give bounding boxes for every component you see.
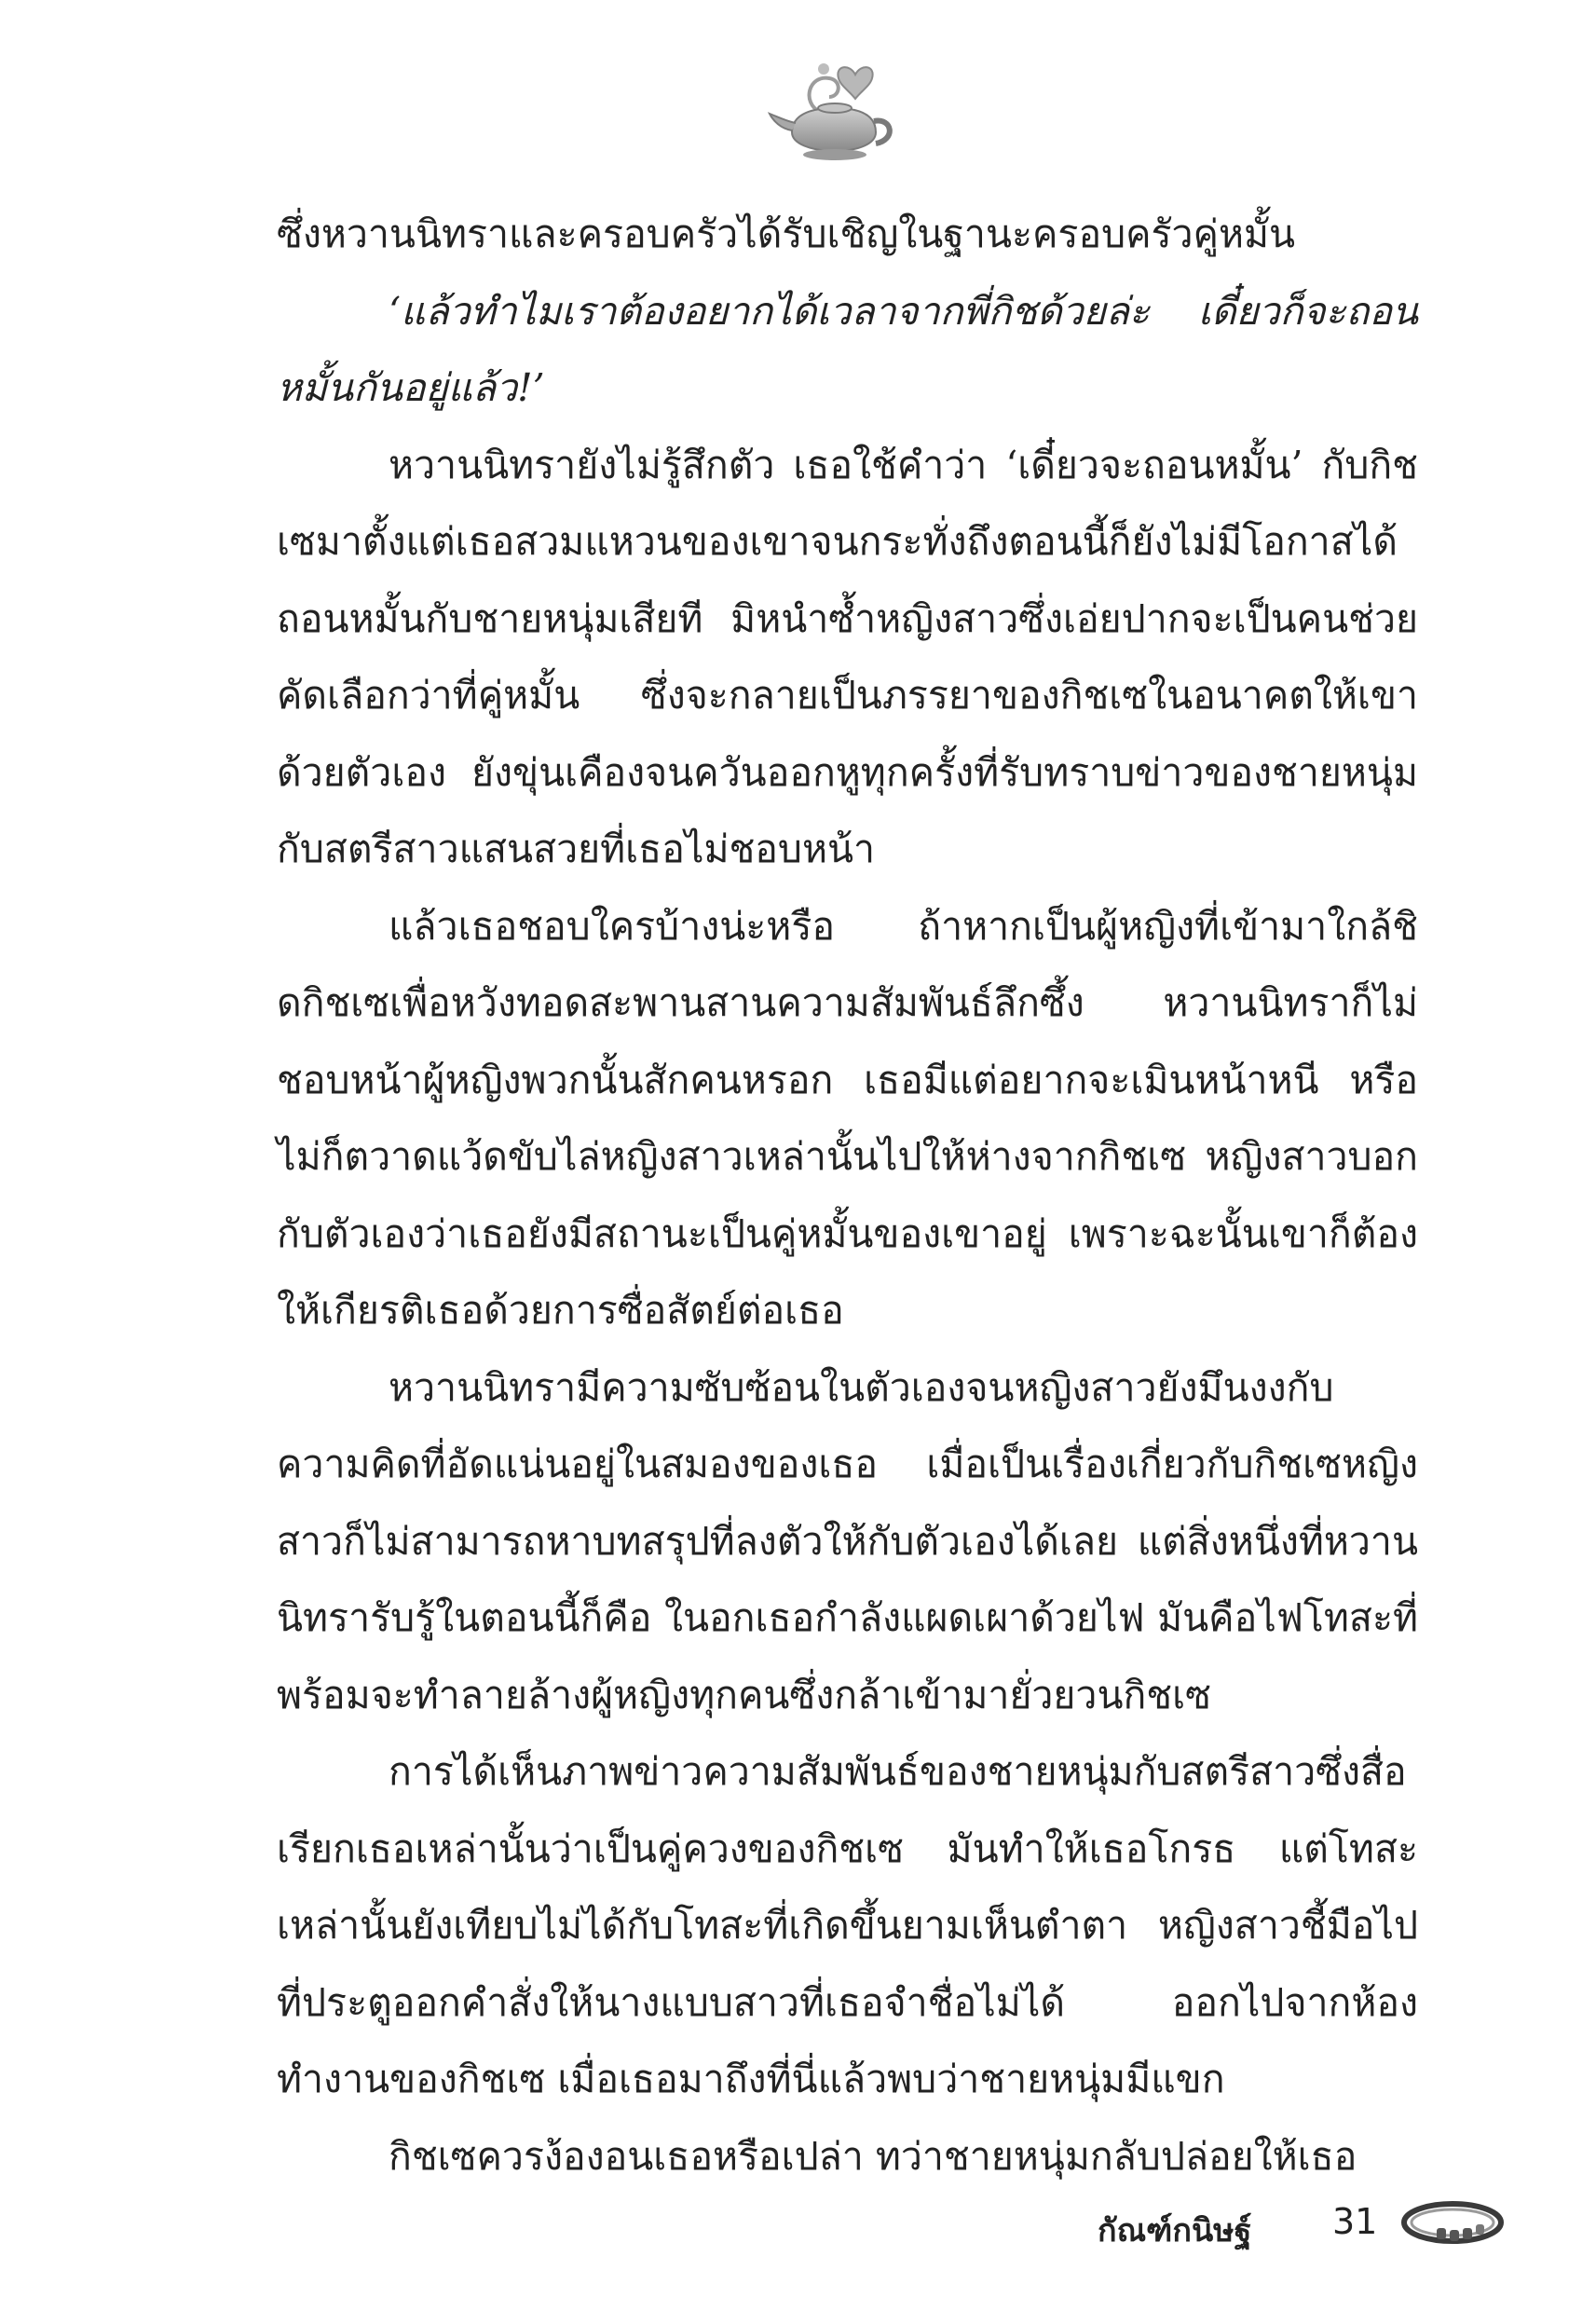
paragraph: หวานนิทรามีความซับซ้อนในตัวเองจนหญิงสาวยังมึนงงกับความคิดที่อัดแน่นอยู่ในสมองของเธอ เมื่อเป็นเรื่องเกี่ยวกับกิชเซหญิงสาวก็ไม่สามารถหาบทสรุปที่ลงตัวให้กับตัวเองได้เลย แต่สิ่งหนึ่งที่หวานนิทรารับรู้ในตอนนี้ก็คือ ในอกเธอกำลังแผดเผาด้วยไฟ มันคือไฟโทสะที่พร้อมจะทำลายล้างผู้หญิงทุกคนซึ่งกล้าเข้ามายั่วยวนกิชเซ: [277, 1364, 1418, 1717]
book-title: กัณฑ์กนิษฐ์: [1098, 2212, 1252, 2249]
paragraph: ซึ่งหวานนิทราและครอบครัวได้รับเชิญในฐานะครอบครัวคู่หมั้น: [277, 212, 1296, 256]
body-text: [277, 196, 1418, 2195]
paragraph: แล้วเธอชอบใครบ้างน่ะหรือ ถ้าหากเป็นผู้หญิงที่เข้ามาใกล้ชิดกิชเซเพื่อหวังทอดสะพานสานความสัมพันธ์ลึกซึ้ง หวานนิทราก็ไม่ชอบหน้าผู้หญิงพวกนั้นสักคนหรอก เธอมีแต่อยากจะเมินหน้าหนี หรือไม่ก็ตวาดแว้ดขับไล่หญิงสาวเหล่านั้นไปให้ห่างจากกิชเซ หญิงสาวบอกกับตัวเองว่าเธอยังมีสถานะเป็นคู่หมั้นของเขาอยู่ เพราะฉะนั้นเขาก็ต้องให้เกียรติเธอด้วยการซื่อสัตย์ต่อเธอ: [277, 903, 1418, 1333]
teapot-with-heart-icon: [764, 47, 904, 168]
page-number: 31: [1332, 2201, 1378, 2242]
paragraph: หวานนิทรายังไม่รู้สึกตัว เธอใช้คำว่า ‘เดี๋ยวจะถอนหมั้น’ กับกิชเซมาตั้งแต่เธอสวมแหวนของเขาจนกระทั่งถึงตอนนี้ก็ยังไม่มีโอกาสได้ถอนหมั้นกับชายหนุ่มเสียที มิหนำซ้ำหญิงสาวซึ่งเอ่ยปากจะเป็นคนช่วยคัดเลือกว่าที่คู่หมั้น ซึ่งจะกลายเป็นภรรยาของกิชเซในอนาคตให้เขาด้วยตัวเอง ยังขุ่นเคืองจนควันออกหูทุกครั้งที่รับทราบข่าวของชายหนุ่มกับสตรีสาวแสนสวยที่เธอไม่ชอบหน้า: [277, 442, 1418, 871]
paragraph: กิชเซควรง้องอนเธอหรือเปล่า ทว่าชายหนุ่มกลับปล่อยให้เธอ: [389, 2133, 1357, 2179]
bracelet-icon: [1399, 2195, 1507, 2250]
paragraph: การได้เห็นภาพข่าวความสัมพันธ์ของชายหนุ่มกับสตรีสาวซึ่งสื่อเรียกเธอเหล่านั้นว่าเป็นคู่ควงของกิชเซ มันทำให้เธอโกรธ แต่โทสะเหล่านั้นยังเทียบไม่ได้กับโทสะที่เกิดขึ้นยามเห็นตำตา หญิงสาวชี้มือไปที่ประตูออกคำสั่งให้นางแบบสาวที่เธอจำชื่อไม่ได้ ออกไปจากห้องทำงานของกิชเซ เมื่อเธอมาถึงที่นี่แล้วพบว่าชายหนุ่มมีแขก: [277, 1749, 1418, 2101]
paragraph-italic-thought: ‘แล้วทำไมเราต้องอยากได้เวลาจากพี่กิชด้วยล่ะ เดี๋ยวก็จะถอนหมั้นกันอยู่แล้ว!’: [277, 288, 1418, 410]
